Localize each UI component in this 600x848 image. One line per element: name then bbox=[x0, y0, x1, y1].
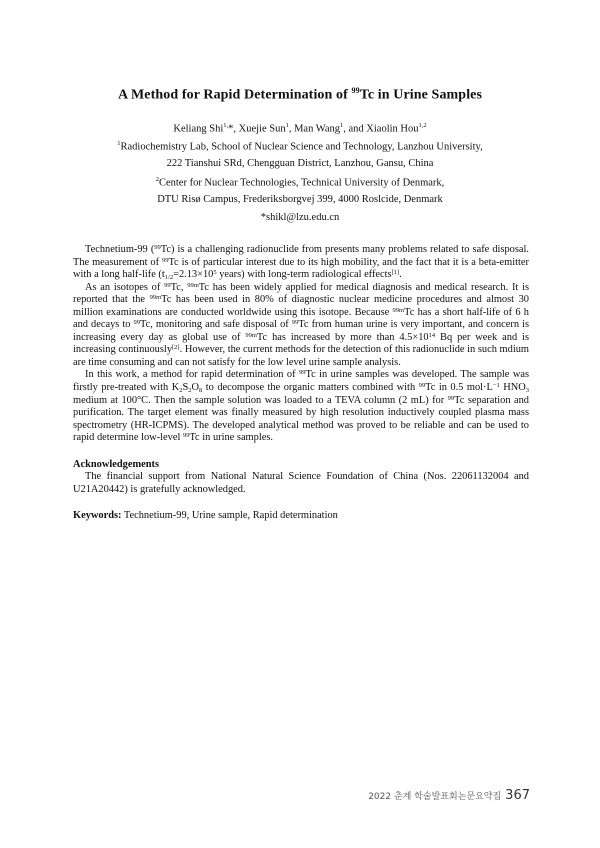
keywords-label: Keywords: bbox=[73, 510, 122, 522]
footer-text: 2022 춘계 학술발표회논문요약집 bbox=[368, 792, 502, 802]
acknowledgements-heading: Acknowledgements bbox=[73, 458, 160, 470]
affiliation-2-address: DTU Risø Campus, Frederiksborgvej 399, 4000 Roslcide, Denmark bbox=[157, 194, 443, 205]
author-sep: *, bbox=[228, 123, 239, 135]
author-affil: 1 bbox=[340, 122, 344, 129]
affiliation-mark: 1 bbox=[117, 140, 121, 147]
paper-title bbox=[0, 86, 600, 104]
keywords-text: Technetium-99, Urine sample, Rapid determination bbox=[121, 510, 338, 522]
paragraph-background: As an isotopes of $^{99}$Tc, $^{99m}$Tc has been widely applied for medical diagnosis and medical research. It is reported that the $^{99m}$Tc has been used in 80% of diagnostic nuclear medicine procedures and almost 30 million examinations are conducted worldwide using this isotope. Because $^{99m}$Tc has a short half-life of 6 h and decays to $^{99}$Tc, monitoring and safe disposal of $^{99}$Tc from human urine is very important, and concern is increasing every day as global use of $^{99m}$Tc has increased by more than $4.5\times 10^{14}$ Bq per week and is increasing continuously[2]. However, the current methods for the detection of this radionuclide in such mdium are time consuming and can not satisfy for the low level urine sample analysis. bbox=[73, 281, 530, 368]
affiliation-1 bbox=[0, 140, 600, 153]
affiliation-1-address: 222 Tianshui SRd, Chengguan District, Lanzhou, Gansu, China bbox=[166, 158, 434, 169]
author-sep: , and bbox=[343, 123, 367, 135]
title-text: A Method for Rapid Determination of bbox=[117, 87, 352, 103]
page-footer bbox=[368, 788, 530, 803]
author-name: Keliang Shi bbox=[173, 123, 224, 135]
author-name: Xuejie Sun bbox=[238, 123, 286, 135]
acknowledgements-text: The financial support from National Natural Science Foundation of China (Nos. 22061132004 and U21A20442) is gratefully acknowledged. bbox=[73, 471, 529, 495]
affiliation-text: Center for Nuclear Technologies, Technical University of Denmark, bbox=[158, 177, 445, 189]
abstract-body bbox=[73, 244, 529, 523]
author-sep: , bbox=[288, 123, 295, 135]
affiliation-2 bbox=[0, 176, 600, 189]
affiliation-text: Radiochemistry Lab, School of Nuclear Science and Technology, Lanzhou University, bbox=[120, 141, 483, 153]
page-number: 367 bbox=[505, 788, 530, 803]
author-affil: 1, bbox=[223, 122, 229, 129]
keywords-line bbox=[73, 510, 529, 523]
title-text-end: Tc in Urine Samples bbox=[359, 87, 483, 103]
author-affil: 1 bbox=[285, 122, 289, 129]
paragraph-intro: Technetium-99 ($^{99}$Tc) is a challenging radionuclide from presents many problems related to safe disposal. The measurement of $^{99}$Tc is of particular interest due to its high mobility, and the fact that it is a beta-emitter with a long half-life ($t_{1/2}=2.13\times 10^5$ years) with long-term radiological effects[1]. bbox=[73, 244, 529, 282]
author-list bbox=[0, 122, 600, 135]
author-affil: 1,2 bbox=[418, 122, 427, 129]
author-name: Man Wang bbox=[294, 123, 340, 135]
author-name: Xiaolin Hou bbox=[366, 123, 419, 135]
paragraph-method: In this work, a method for rapid determination of $^{99}$Tc in urine samples was developed. The sample was firstly pre-treated with $K_2S_2O_8$ to decompose the organic matters combined with $^{99}$Tc in 0.5 $mol\cdot L^{-1}$ $HNO_3$ medium at 100°C. Then the sample solution was loaded to a TEVA column (2 mL) for $^{99}$Tc separation and purification. The target element was finally measured by high resolution inductively coupled plasma mass spectrometry (HR-ICPMS). The developed analytical method was proved to be reliable and can be used to rapid determine low-level $^{99}$Tc in urine samples. bbox=[73, 369, 530, 444]
title-sup: 99 bbox=[351, 86, 360, 95]
corresponding-email: *shikl@lzu.edu.cn bbox=[260, 212, 340, 223]
affiliation-mark: 2 bbox=[155, 176, 159, 183]
